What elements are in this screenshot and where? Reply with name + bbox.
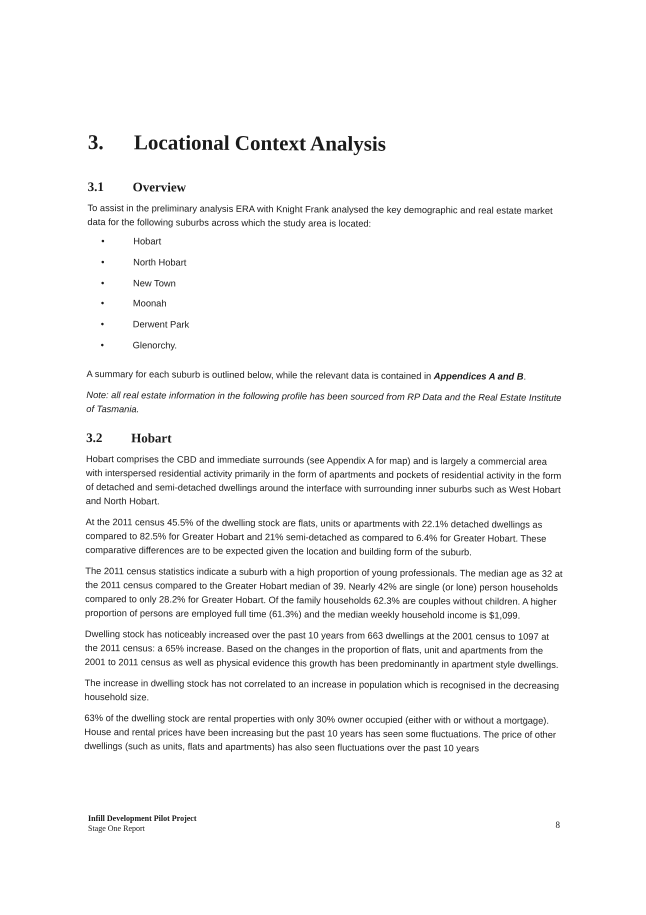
section-heading-overview bbox=[88, 179, 566, 198]
list-item: • New Town bbox=[87, 278, 565, 302]
overview-summary: A summary for each suburb is outlined below, while the relevant data is contained in Appendices A and B. bbox=[86, 368, 527, 382]
body-paragraph: Hobart comprises the CBD and immediate surrounds (see Appendix A for map) and is largely a commercial area with interspersed residential activity primarily in the form of apartments and pockets of residential activity in the form of detached and semi-detached dwellings around the interface with surrounding inner suburbs such as West Hobart and North Hobart. bbox=[85, 453, 562, 507]
section-number: 3.2 bbox=[86, 429, 103, 445]
chapter-title: Locational Context Analysis bbox=[133, 130, 387, 156]
suburb-list bbox=[87, 236, 566, 364]
appendices-reference: Appendices A and B bbox=[433, 370, 524, 382]
source-note: Note: all real estate information in the following profile has been sourced from RP Data and the Real Estate Institute of Tasmania. bbox=[86, 389, 562, 415]
list-item: • Hobart bbox=[87, 236, 565, 260]
bullet-icon: • bbox=[100, 319, 105, 330]
body-paragraph: Dwelling stock has noticeably increased over the past 10 years from 663 dwellings at the 2001 census to 1097 at the 2011 census: a 65% increase. Based on the changes in the proportion of flats, unit and apartments from the 2001 to 2011 census as well as physical evidence this growth has been predominantly in apartment style dwellings. bbox=[84, 628, 559, 670]
section-number: 3.1 bbox=[87, 178, 104, 195]
chapter-number: 3. bbox=[87, 130, 104, 155]
list-item: • Glenorchy. bbox=[87, 340, 565, 364]
bullet-icon: • bbox=[101, 236, 105, 247]
section-heading-hobart bbox=[86, 430, 564, 449]
footer-project-title: Infill Development Pilot Project bbox=[88, 814, 197, 823]
page-number: 8 bbox=[555, 820, 560, 830]
list-item: • Derwent Park bbox=[87, 319, 565, 343]
body-paragraph: 63% of the dwelling stock are rental properties with only 30% owner occupied (either with or without a mortgage). House and rental prices have been increasing but the past 10 years has seen some fluctuations. The price of other dwellings (such as units, flats and apartments) has also seen fluctuations over the past 10 years bbox=[84, 712, 557, 754]
body-paragraph: At the 2011 census 45.5% of the dwelling stock are flats, units or apartments with 22.1% detached dwellings as compared to 82.5% for Greater Hobart and 21% semi-detached as compared to 6.4% for Greater Hobart. These comparative differences are to be expected given the location and building form of the suburb. bbox=[85, 516, 547, 558]
section-title: Hobart bbox=[131, 430, 172, 446]
page-content bbox=[84, 130, 566, 763]
page-footer bbox=[88, 814, 560, 834]
overview-intro: To assist in the preliminary analysis ERA with Knight Frank analysed the key demographic and real estate market data for the following suburbs across which the study area is located: bbox=[87, 202, 553, 229]
bullet-icon: • bbox=[100, 340, 104, 351]
section-title: Overview bbox=[132, 179, 187, 195]
body-paragraph: The increase in dwelling stock has not correlated to an increase in population which is recognised in the decreasing household size. bbox=[84, 677, 560, 703]
body-paragraph: The 2011 census statistics indicate a suburb with a high proportion of young professionals. The median age as 32 at the 2011 census compared to the Greater Hobart median of 39. Nearly 42% are single (or lone) person households compared to only 28.2% for Greater Hobart. Of the family households 62.3% are couples without children. A higher proportion of persons are employed full time (61.3%) and the median weekly household income is $1,099. bbox=[85, 565, 563, 621]
list-item: • North Hobart bbox=[87, 257, 565, 281]
chapter-heading bbox=[88, 130, 566, 158]
list-item: • Moonah bbox=[87, 298, 565, 322]
footer-report-name: Stage One Report bbox=[88, 824, 145, 833]
bullet-icon: • bbox=[100, 298, 105, 309]
bullet-icon: • bbox=[101, 277, 105, 288]
bullet-icon: • bbox=[101, 256, 105, 267]
